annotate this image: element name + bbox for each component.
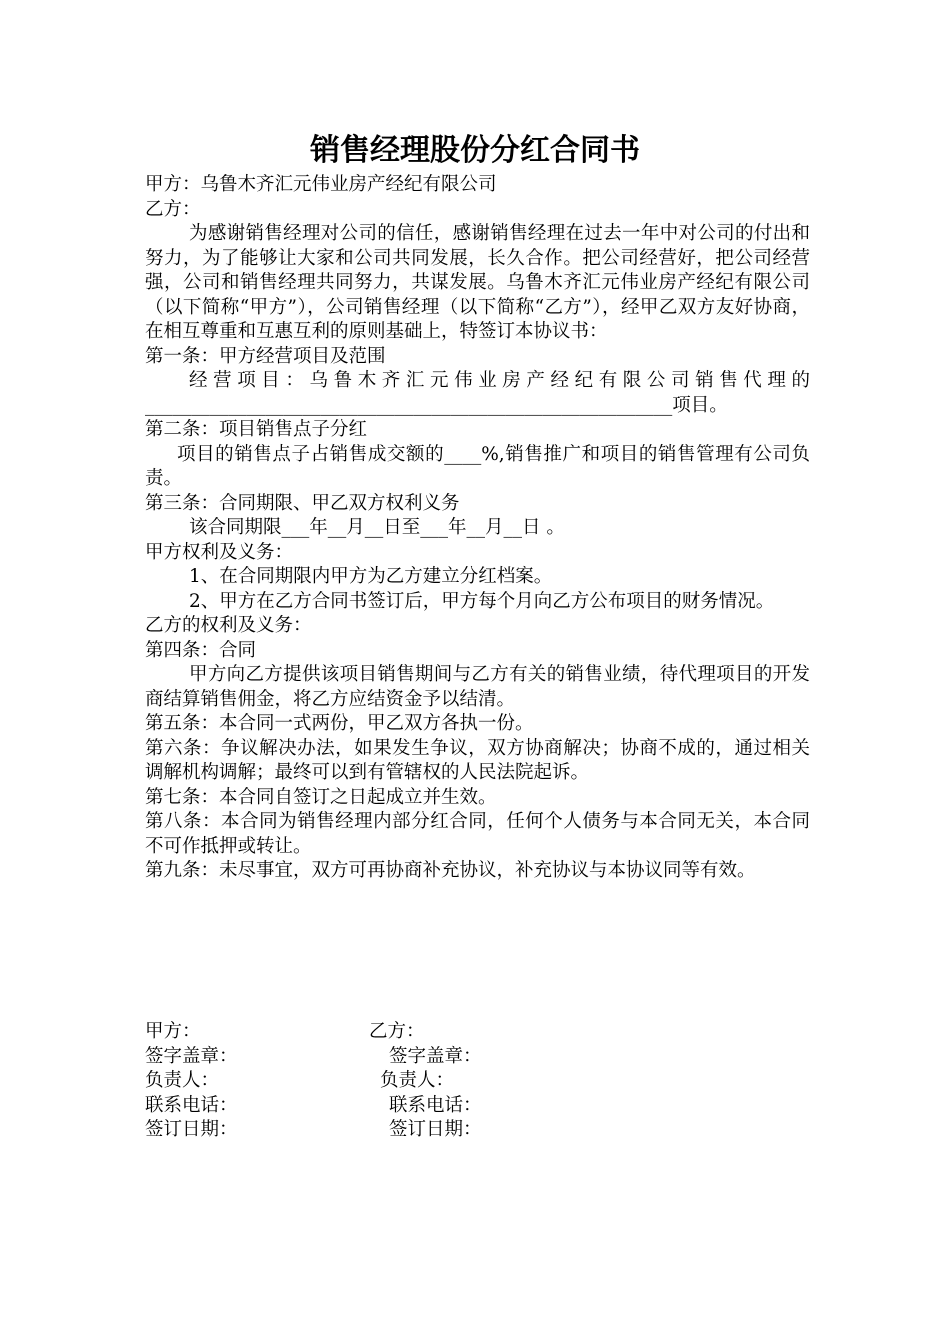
party-b-rights-heading: 乙方的权利及义务： [145, 615, 312, 636]
article-2-text [145, 443, 810, 492]
article-1-heading: 第一条：甲方经营项目及范围 [145, 345, 386, 367]
sig-phone-a: 联系电话： [145, 1094, 238, 1116]
article-7: 第七条：本合同自签订之日起成立并生效。 [145, 786, 497, 808]
sig-party-a: 甲方： [145, 1021, 201, 1042]
article-1-text [145, 369, 810, 418]
sig-person-b: 负责人： [380, 1070, 455, 1091]
signature-date-row [145, 1118, 810, 1143]
contract-term: 该合同期限___年__月__日至___年__月__日 。 [189, 517, 565, 538]
intro-paragraph: 为感谢销售经理对公司的信任，感谢销售经理在过去一年中对公司的付出和努力，为了能够让大家和公司共同发展，长久合作。把公司经营好，把公司经营强，公司和销售经理共同努力，共谋发展。乌鲁木齐汇元伟业房产经纪有限公司（以下简称“甲方”），公司销售经理（以下简称“乙方”），经甲乙双方友好协商，在相互尊重和互惠互利的原则基础上，特签订本协议书： [145, 223, 810, 342]
party-b-line: 乙方： [145, 198, 201, 220]
article-9: 第九条：未尽事宜，双方可再协商补充协议，补充协议与本协议同等有效。 [145, 860, 756, 881]
article-2-suffix: %,销售推广和项目的销售管理有公司负责。 [145, 443, 810, 489]
percentage-blank: ____ [444, 443, 482, 465]
signature-phone-row [145, 1094, 810, 1119]
party-a-right-2: 2、甲方在乙方合同书签订后，甲方每个月向乙方公布项目的财务情况。 [189, 590, 775, 612]
sig-seal-b: 签字盖章： [389, 1045, 482, 1067]
sig-phone-b: 联系电话： [389, 1094, 482, 1116]
signature-person-row [145, 1069, 810, 1094]
party-a-rights-heading: 甲方权利及义务： [145, 541, 294, 563]
sig-date-b: 签订日期： [389, 1119, 482, 1140]
article-5: 第五条：本合同一式两份，甲乙双方各执一份。 [145, 713, 534, 734]
document-title: 销售经理股份分红合同书 [310, 133, 640, 168]
sig-seal-a: 签字盖章： [145, 1045, 238, 1067]
article-1-prefix: 经营项目：乌鲁木齐汇元伟业房产经纪有限公司销售代理的 [189, 370, 810, 391]
sig-person-a: 负责人： [145, 1070, 220, 1091]
signature-seal-row [145, 1045, 810, 1070]
party-a-right-1: 1、在合同期限内甲方为乙方建立分红档案。 [189, 566, 553, 587]
contract-body [145, 173, 810, 884]
article-6: 第六条：争议解决办法，如果发生争议，双方协商解决；协商不成的，通过相关调解机构调解；最终可以到有管辖权的人民法院起诉。 [145, 737, 810, 783]
signature-party-row [145, 1020, 810, 1045]
project-name-blank: _________________________________________________________ [145, 394, 673, 416]
sig-party-b: 乙方： [369, 1021, 425, 1042]
article-1-suffix: 项目。 [672, 394, 728, 416]
article-2-heading: 第二条：项目销售点子分红 [145, 419, 368, 440]
sig-date-a: 签订日期： [145, 1119, 238, 1140]
article-4-heading: 第四条：合同 [145, 639, 257, 661]
article-8: 第八条：本合同为销售经理内部分红合同，任何个人债务与本合同无关，本合同不可作抵押或转让。 [145, 811, 810, 857]
article-3-heading: 第三条：合同期限、甲乙双方权利义务 [145, 492, 460, 514]
signature-block [145, 1020, 810, 1143]
article-2-prefix: 项目的销售点子占销售成交额的 [177, 443, 445, 465]
party-a-line: 甲方：乌鲁木齐汇元伟业房产经纪有限公司 [145, 174, 497, 195]
article-4-text: 甲方向乙方提供该项目销售期间与乙方有关的销售业绩，待代理项目的开发商结算销售佣金，将乙方应结资金予以结清。 [145, 664, 810, 710]
